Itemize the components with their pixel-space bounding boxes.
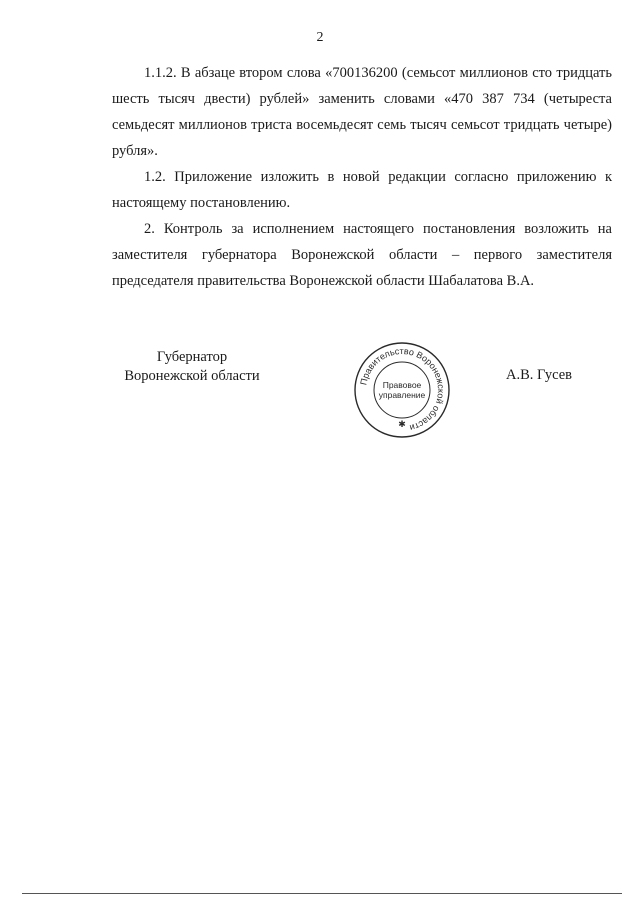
- signatory-name: А.В. Гусев: [506, 367, 572, 383]
- page-number: 2: [316, 30, 324, 45]
- signatory-position: [112, 348, 272, 386]
- paragraph-1-1-2: 1.1.2. В абзаце втором слова «700136200 (семьсот миллионов сто тридцать шесть тысяч двести) рублей» заменить словами «470 387 734 (четыреста семьдесят миллионов триста восемьдесят семь тысяч семьсот тридцать четыре) рубля».: [112, 65, 612, 159]
- stamp-center-line-1: Правовое: [382, 380, 422, 390]
- paragraph-1-2: 1.2. Приложение изложить в новой редакции согласно приложению к настоящему постановлению.: [112, 169, 612, 211]
- signatory-position-line-1: Губернатор: [156, 349, 228, 365]
- footer-divider: [22, 893, 622, 894]
- signatory-position-line-2: Воронежской области: [124, 368, 260, 384]
- stamp-ring-text: Правительство Воронежской области: [358, 345, 447, 434]
- paragraph-2: 2. Контроль за исполнением настоящего постановления возложить на заместителя губернатора Воронежской области – первого заместителя председателя правительства Воронежской области Шабалатова В.А.: [112, 221, 612, 289]
- official-stamp: [352, 340, 452, 440]
- stamp-center-line-2: управление: [378, 390, 426, 400]
- stamp-star-icon: ✱: [398, 420, 406, 430]
- document-body: [112, 60, 612, 294]
